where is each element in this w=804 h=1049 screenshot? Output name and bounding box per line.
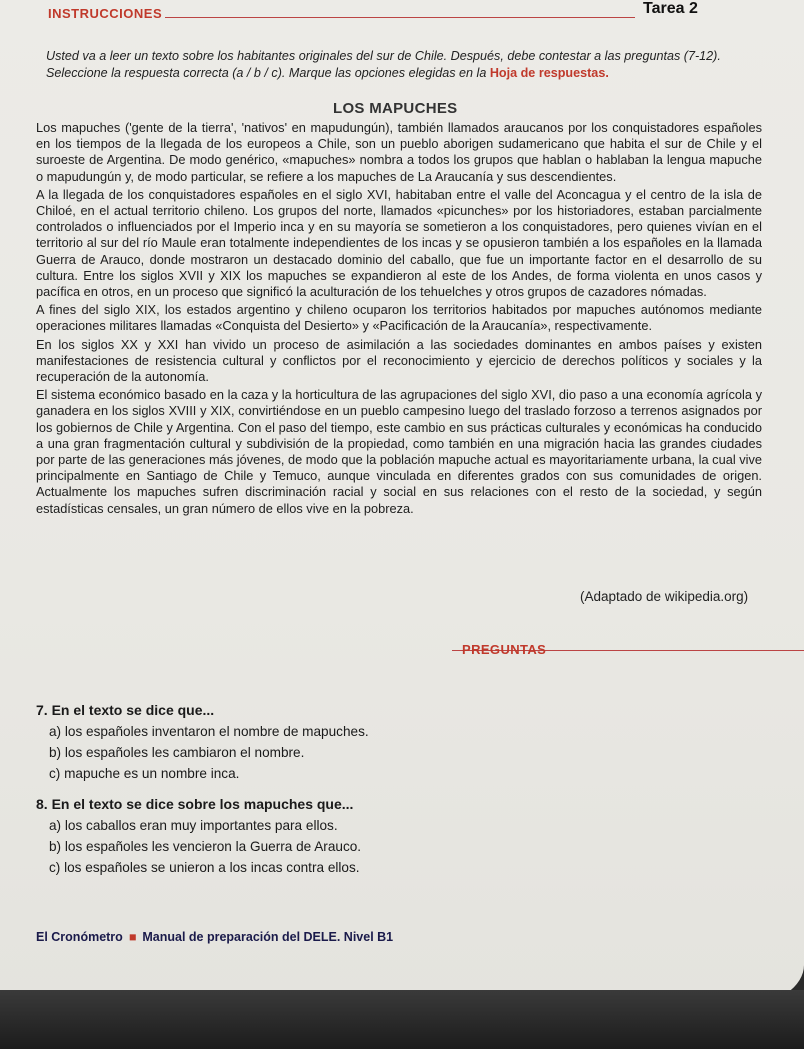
book-footer: [36, 930, 393, 944]
square-bullet-icon: ■: [128, 930, 137, 944]
article-title: LOS MAPUCHES: [333, 100, 458, 117]
background-shadow: [0, 990, 804, 1049]
questions-label: PREGUNTAS: [462, 642, 547, 657]
option-c: c) los españoles se unieron a los incas contra ellos.: [49, 860, 360, 875]
option-c: c) mapuche es un nombre inca.: [49, 766, 240, 781]
answer-sheet-highlight: Hoja de respuestas.: [489, 66, 609, 80]
section-label: INSTRUCCIONES: [48, 6, 163, 21]
option-a: a) los españoles inventaron el nombre de mapuches.: [49, 724, 369, 739]
paragraph: A fines del siglo XIX, los estados argentino y chileno ocuparon los territorios habitados por mapuches autónomos mediante operaciones militares llamadas «Conquista del Desierto» y «Pacificación de la Araucanía», respectivamente.: [36, 302, 762, 334]
footer-book: Manual de preparación del DELE. Nivel B1: [142, 930, 394, 944]
instructions: [46, 48, 762, 82]
paragraph: El sistema económico basado en la caza y la horticultura de las agrupaciones del siglo XVI, dio paso a una economía agrícola y ganadera en los siglos XVIII y XIX, convirtiéndose en un pueblo campesino luego del traslado forzoso a terrenos asignados por los gobiernos de Chile y Argentina. Con el paso del tiempo, este cambio en sus prácticas culturales y económicas ha conducido a una gran fragmentación cultural y subdivisión de la propiedad, como también en una migración hacia las grandes ciudades por parte de las generaciones más jóvenes, de modo que la población mapuche actual es mayoritariamente urbana, la cual vive principalmente en Santiago de Chile y Temuco, aunque vinculada en diferentes grados con sus comunidades de origen. Actualmente los mapuches sufren discriminación racial y social en sus relaciones con el resto de la sociedad, y según estadísticas censales, un gran número de ellos vive en la pobreza.: [36, 387, 762, 516]
question-8: [36, 794, 736, 878]
article-source: (Adaptado de wikipedia.org): [580, 589, 749, 604]
footer-brand: El Cronómetro: [36, 930, 123, 944]
instructions-text: Usted va a leer un texto sobre los habitantes originales del sur de Chile. Después, debe contestar a las preguntas (7-12). Seleccione la respuesta correcta (a / b / c). Marque las opciones elegidas en la: [46, 49, 721, 80]
option-b: b) los españoles les vencieron la Guerra de Arauco.: [49, 839, 362, 854]
question-title: 7. En el texto se dice que...: [36, 702, 215, 718]
article-body: [36, 120, 762, 519]
option-b: b) los españoles les cambiaron el nombre.: [49, 745, 305, 760]
paragraph: En los siglos XX y XXI han vivido un proceso de asimilación a las sociedades dominantes en ambos países y existen manifestaciones de resistencia cultural y conflictos por el reconocimiento y ejercicio de derechos políticos y sociales y la recuperación de la autonomía.: [36, 336, 762, 385]
task-label: Tarea 2: [643, 0, 698, 17]
questions-list: [36, 700, 736, 888]
paragraph: Los mapuches ('gente de la tierra', 'nativos' en mapudungún), también llamados araucanos por los conquistadores españoles en los tiempos de la llegada de los europeos a Chile, son un pueblo aborigen sudamericano que habita el sur de Chile y el suroeste de Argentina. De modo genérico, «mapuches» nombra a todos los grupos que hablan o hablaban la lengua mapuche o mapudungún y, de modo particular, se refiere a los mapuches de La Araucanía y sus descendientes.: [36, 120, 762, 184]
question-title: 8. En el texto se dice sobre los mapuches que...: [36, 796, 354, 812]
option-a: a) los caballos eran muy importantes para ellos.: [49, 818, 338, 833]
paragraph: A la llegada de los conquistadores españoles en el siglo XVI, habitaban entre el valle del Aconcagua y el centro de la isla de Chiloé, en el actual territorio chileno. Los grupos del norte, llamados «picunches» por los historiadores, estaban parcialmente controlados o influenciados por el Imperio inca y en su mayoría se sometieron a los conquistadores, pero quienes vivían en el territorio al sur del río Maule eran totalmente independientes de los incas y se opusieron también a los españoles en la llamada Guerra de Arauco, donde mostraron un destacado dominio del caballo, que fue un importante factor en el desarrollo de su cultura. Entre los siglos XVII y XIX los mapuches se expandieron al este de los Andes, de forma violenta en unos casos y pacífica en otros, en un proceso que significó la aculturación de los tehuelches y otros grupos de cazadores nómadas.: [36, 186, 762, 300]
question-7: [36, 700, 736, 784]
section-divider: [165, 17, 635, 18]
